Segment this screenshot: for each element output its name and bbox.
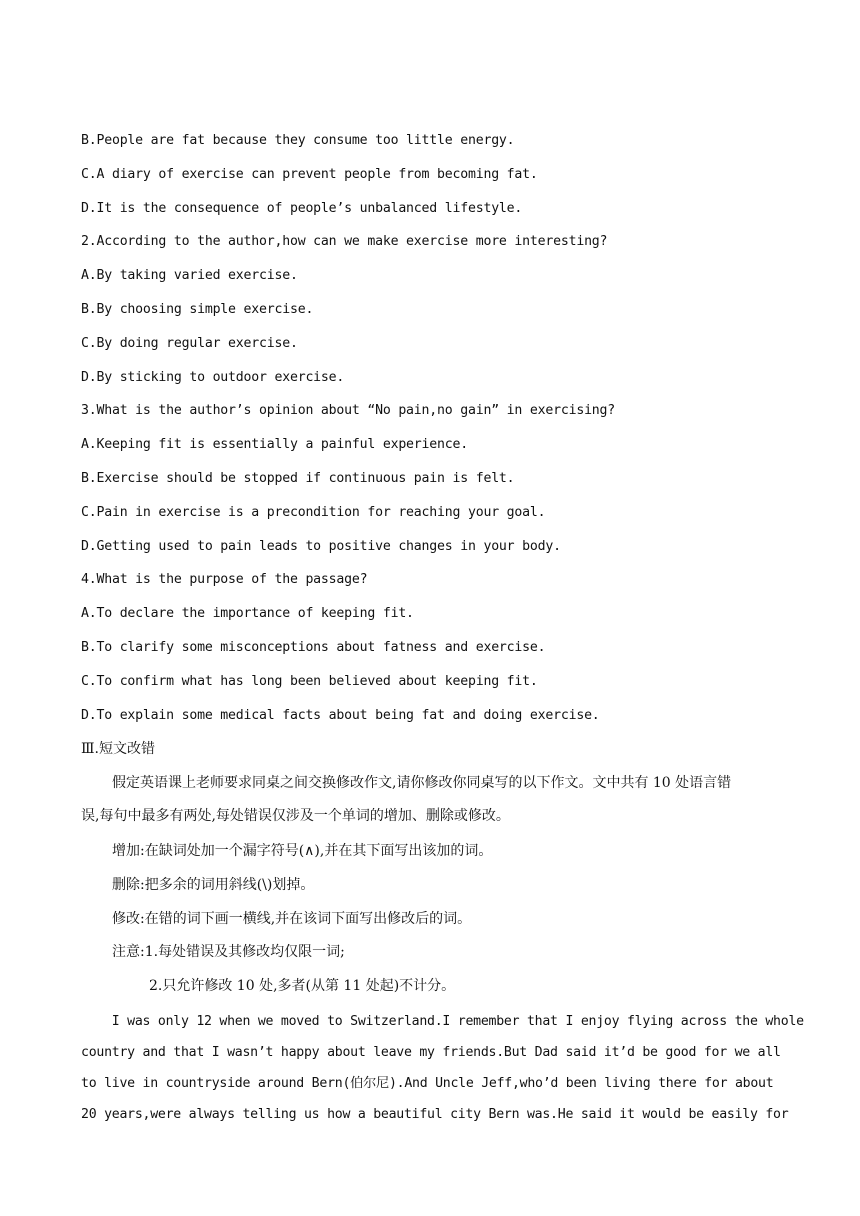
- add-rule: 增加:在缺词处加一个漏字符号(∧),并在其下面写出该加的词。: [112, 843, 493, 859]
- q1-option-c: C.A diary of exercise can prevent people from becoming fat.: [81, 167, 538, 182]
- q4-option-d: D.To explain some medical facts about being fat and doing exercise.: [81, 708, 600, 723]
- q2-option-a: A.By taking varied exercise.: [81, 268, 298, 283]
- q3-option-c: C.Pain in exercise is a precondition for reaching your goal.: [81, 505, 546, 520]
- essay-line: I was only 12 when we moved to Switzerland.I remember that I enjoy flying across the whole: [81, 1014, 804, 1029]
- q3-option-b: B.Exercise should be stopped if continuous pain is felt.: [81, 471, 515, 486]
- q2-question: 2.According to the author,how can we make exercise more interesting?: [81, 234, 608, 249]
- note-1: 注意:1.每处错误及其修改均仅限一词;: [112, 944, 345, 960]
- essay-passage: [81, 1006, 804, 1130]
- instructions-line-2: 误,每句中最多有两处,每处错误仅涉及一个单词的增加、删除或修改。: [81, 808, 510, 824]
- q4-option-b: B.To clarify some misconceptions about fatness and exercise.: [81, 640, 546, 655]
- instructions-line-1: 假定英语课上老师要求同桌之间交换修改作文,请你修改你同桌写的以下作文。文中共有 10 处语言错: [112, 775, 732, 791]
- q4-question: 4.What is the purpose of the passage?: [81, 572, 368, 587]
- essay-line: country and that I wasn’t happy about leave my friends.But Dad said it’d be good for we all: [81, 1045, 781, 1060]
- q2-option-d: D.By sticking to outdoor exercise.: [81, 370, 345, 385]
- section-heading: Ⅲ.短文改错: [81, 741, 155, 757]
- q3-question: 3.What is the author’s opinion about “No pain,no gain” in exercising?: [81, 403, 616, 418]
- q2-option-b: B.By choosing simple exercise.: [81, 302, 314, 317]
- modify-rule: 修改:在错的词下画一横线,并在该词下面写出修改后的词。: [112, 911, 472, 927]
- essay-line: to live in countryside around Bern(伯尔尼).And Uncle Jeff,who’d been living there for about: [81, 1076, 774, 1091]
- q3-option-d: D.Getting used to pain leads to positive changes in your body.: [81, 539, 561, 554]
- q4-option-c: C.To confirm what has long been believed about keeping fit.: [81, 674, 538, 689]
- q4-option-a: A.To declare the importance of keeping fit.: [81, 606, 414, 621]
- essay-line: 20 years,were always telling us how a beautiful city Bern was.He said it would be easily for: [81, 1107, 789, 1122]
- q2-option-c: C.By doing regular exercise.: [81, 336, 298, 351]
- delete-rule: 删除:把多余的词用斜线(\)划掉。: [112, 877, 315, 893]
- note-2: 2.只允许修改 10 处,多者(从第 11 处起)不计分。: [149, 978, 456, 994]
- q3-option-a: A.Keeping fit is essentially a painful experience.: [81, 437, 468, 452]
- q1-option-d: D.It is the consequence of people’s unbalanced lifestyle.: [81, 201, 523, 216]
- q1-option-b: B.People are fat because they consume too little energy.: [81, 133, 515, 148]
